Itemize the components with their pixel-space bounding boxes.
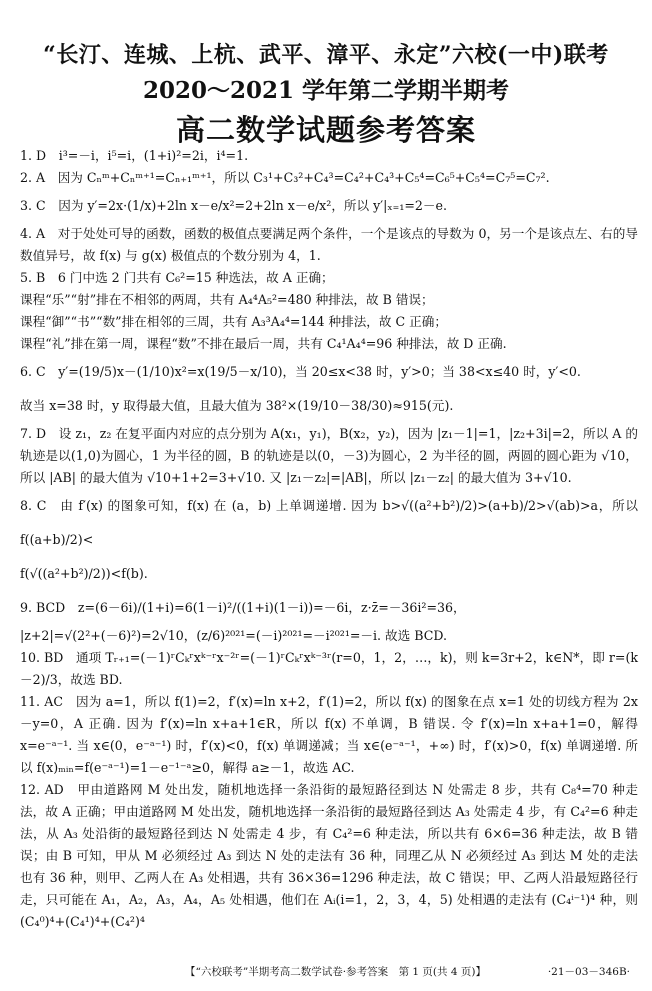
school-consortium-title: “长汀、连城、上杭、武平、漳平、永定”六校(一中)联考 [43,42,609,68]
answer-2: 2. A 因为 Cₙᵐ+Cₙᵐ⁺¹=Cₙ₊₁ᵐ⁺¹，所以 C₃¹+C₃²+C₄³=C₄²+C₄³+C₅⁴=C₆⁵+C₅⁴=C₇⁵=C₇². [20,170,550,185]
answer-12: 12. AD 甲由道路网 M 处出发，随机地选择一条沿街的最短路径到达 N 处需走 8 步，共有 C₈⁴=70 种走法，故 A 正确；甲由道路网 M 处出发，随机地选择一条沿街的最短路径到达 A₃ 处需走 4 步，有 C₄²=6 种走法，从 A₃ 处沿街的最短路径到达 N 处需走 4 步，有 C₄²=6 种走法，所以共有 6×6=36 种走法，故 B 错误；由 B 可知，甲从 M 必须经过 A₃ 到达 N 处的走法有 36 种，同理乙从 N 必须经过 A₃ 到达 M 处的走法也有 36 种，则甲、乙两人在 A₃ 处相遇，共有 36×36=1296 种走法，故 C 错误；甲、乙两人沿最短路径行走，只可能在 A₁，A₂，A₃，A₄，A₅ 处相遇，他们在 Aᵢ(i=1，2，3，4，5) 处相遇的走法有 (C₄ⁱ⁻¹)⁴ 种，则(C₄⁰)⁴+(C₄¹)⁴+(C₄²)⁴ [20,782,638,929]
answer-5-line-4: 课程“礼”排在第一周，课程“数”不排在最后一周，共有 C₄¹A₄⁴=96 种排法，故 D 正确. [20,336,507,351]
answer-9: 9. BCD z=(6－6i)/(1+i)=6(1－i)²/((1+i)(1－i))=－6i，z·z̄=－36i²=36， [20,600,466,615]
answer-5: 5. B 6 门中选 2 门共有 C₆²=15 种选法，故 A 正确； [20,270,334,285]
answer-11: 11. AC 因为 a=1，所以 f(1)=2，f′(x)=ln x+2，f′(1)=2，所以 f(x) 的图象在点 x=1 处的切线方程为 2x－y=0，A 正确. 因为 f′(x)=ln x+a+1∈R，所以 f(x) 不单调，B 错误. 令 f′(x)=ln x+a+1=0，解得 x=e⁻ᵃ⁻¹. 当 x∈(0，e⁻ᵃ⁻¹) 时，f′(x)<0，f(x) 单调递减；当 x∈(e⁻ᵃ⁻¹，+∞) 时，f′(x)>0，f(x) 单调递增. 所以 f(x)ₘᵢₙ=f(e⁻ᵃ⁻¹)=1－e⁻¹⁻ᵃ≥0，解得 a≥－1，故选 AC. [20,694,638,775]
answer-3: 3. C 因为 y′=2x·(1/x)+2ln x－e/x²=2+2ln x－e/x²，所以 y′|ₓ₌₁=2－e. [20,198,447,213]
answer-7: 7. D 设 z₁，z₂ 在复平面内对应的点分别为 A(x₁，y₁)，B(x₂，y₂)，因为 |z₁－1|=1，|z₂+3i|=2，所以 A 的轨迹是以(1,0)为圆心，1 为半径的圆，B 的轨迹是以(0，－3)为圆心，2 为半径的圆，两圆的圆心距为 √10，所以 |AB| 的最大值为 √10+1+2=3+√10. 又 |z₁－z₂|=|AB|，所以 |z₁－z₂| 的最大值为 3+√10. [20,426,638,485]
answer-5-line-2: 课程“乐”“射”排在不相邻的两周，共有 A₄⁴A₅²=480 种排法，故 B 错误； [20,292,434,307]
answer-8: 8. C 由 f′(x) 的图象可知，f(x) 在 (a，b) 上单调递增. 因为 b>√((a²+b²)/2)>(a+b)/2>√(ab)>a，所以 f((a+b)/2)< [20,498,638,547]
document-title: 高二数学试题参考答案 [175,113,476,147]
answer-list [20,145,638,933]
answer-6-line-2: 故当 x=38 时，y 取得最大值，且最大值为 38²×(19/10－38/30)≈915(元). [20,398,454,413]
answer-9-line-2: |z+2|=√(2²+(－6)²)=2√10，(z/6)²⁰²¹=(－i)²⁰²¹=－i²⁰²¹=－i. 故选 BCD. [20,628,448,643]
answer-4: 4. A 对于处处可导的函数，函数的极值点要满足两个条件，一个是该点的导数为 0，另一个是该点左、右的导数值异号，故 f(x) 与 g(x) 极值点的个数分别为 4，1. [20,226,638,263]
answer-8-line-2: f(√((a²+b²)/2))<f(b). [20,566,148,581]
exam-term-title: 2020～2021 学年第二学期半期考 [142,77,510,104]
footer-page-info: 【“六校联考”半期考高二数学试卷·参考答案 第 1 页(共 4 页)】 [185,966,486,978]
answer-10: 10. BD 通项 Tᵣ₊₁=(－1)ʳCₖʳxᵏ⁻ʳx⁻²ʳ=(－1)ʳCₖʳxᵏ⁻³ʳ(r=0，1，2，…，k)，则 k=3r+2，k∈N*，即 r=(k－2)/3，故选 BD. [20,650,638,687]
answer-5-line-3: 课程“御”“书”“数”排在相邻的三周，共有 A₃³A₄⁴=144 种排法，故 C 正确； [20,314,447,329]
answer-6: 6. C y′=(19/5)x－(1/10)x²=x(19/5－x/10)，当 20≤x<38 时，y′>0；当 38<x≤40 时，y′<0. [20,364,581,379]
answer-1: 1. D i³=－i，i⁵=i，(1+i)²=2i，i⁴=1. [20,148,249,163]
footer-paper-code: ·21－03－346B· [547,966,630,978]
